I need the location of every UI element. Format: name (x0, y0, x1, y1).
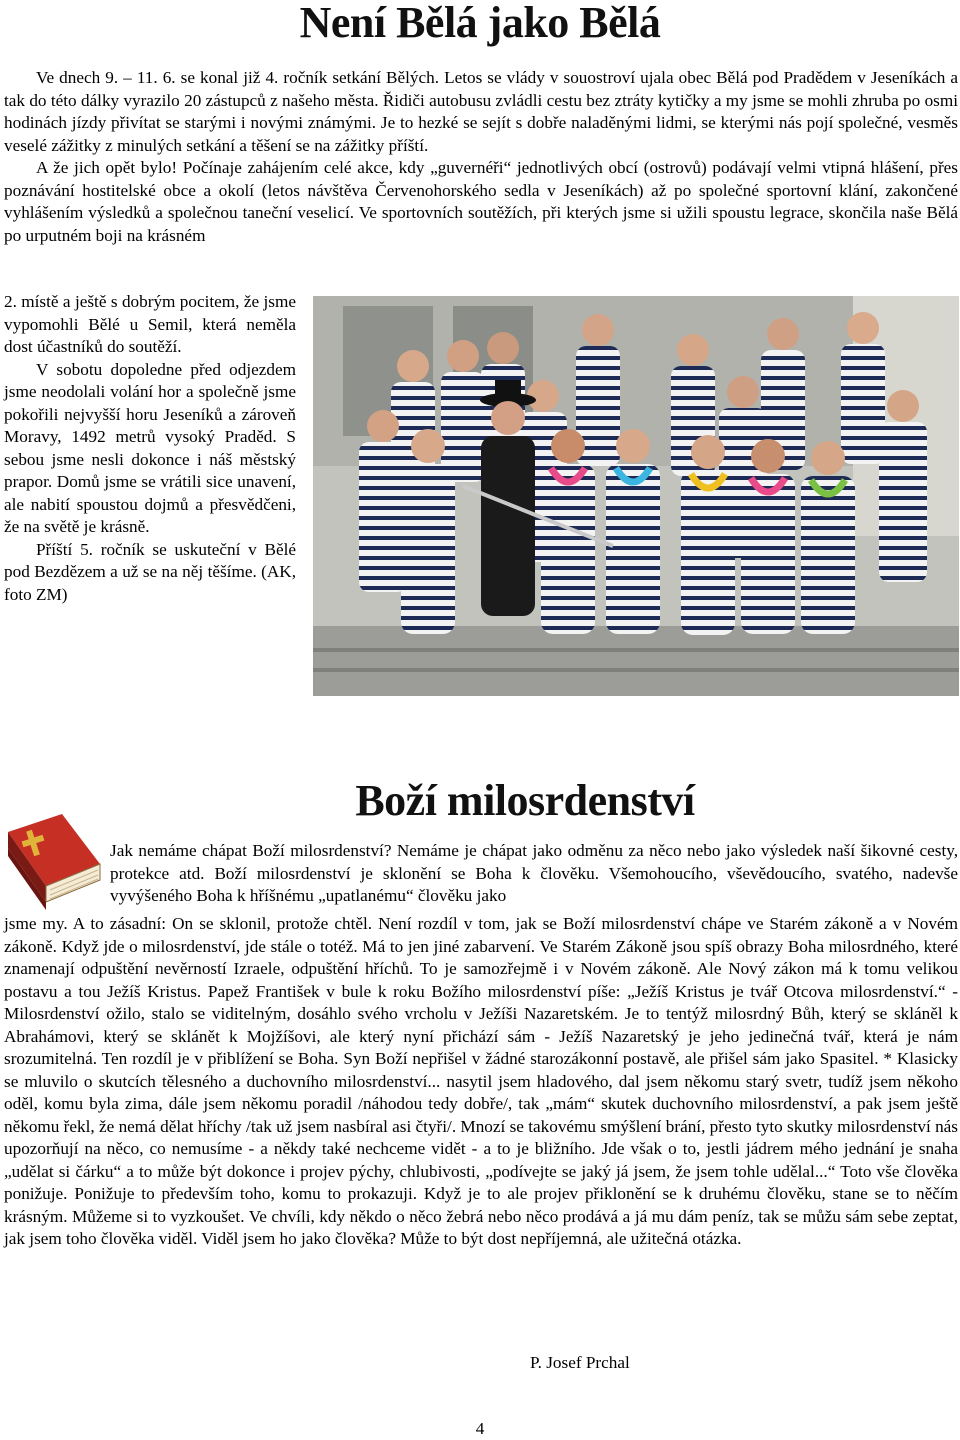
article1-intro (4, 67, 958, 247)
article1-paragraph-1: Ve dnech 9. – 11. 6. se konal již 4. ročník setkání Bělých. Letos se vlády v souostroví ujala obec Bělá pod Pradědem v Jeseníkách a tak do této dálky vyrazilo 20 zástupců z našeho města. Řidiči autobusu zvládli cestu bez ztráty kytičky a my jsme se mohli zhruba po osmi hodinách jízdy přivítat se starými i novými známými. Je to hezké se sejít s dobře naladěnými lidmi, se kterými nás pojí společné, vesměs veselé zážitky z minulých setkání a těšení se na zážitky příští. (4, 68, 958, 155)
article2-body (4, 913, 958, 1251)
article1-paragraph-2-continued: 2. místě a ještě s dobrým pocitem, že jsme vypomohli Bělé u Semil, která neměla dost účastníků do soutěží. (4, 292, 296, 356)
article2-intro (110, 840, 958, 908)
article2-intro-text: Jak nemáme chápat Boží milosrdenství? Nemáme je chápat jako odměnu za něco nebo jako výsledek naší šikovné cesty, protekce atd. Boží milosrdenství je sklonění se Boha k člověku. Všemohoucího, vševědoucího, svatého, nadevše vyvýšeného Boha k hříšnému „upatlanému“ člověku jako (110, 841, 958, 905)
article1-paragraph-2: A že jich opět bylo! Počínaje zahájením celé akce, kdy „guvernéři“ jednotlivých obcí (ostrovů) podávají velmi vtipná hlášení, přes poznávání hostitelské obce a okolí (letos návštěva Červenohorského sedla v Jeseníkách) až po společné sportovní klání, zakončené vyhlášením výsledků a společnou taneční veselicí. Ve sportovních soutěžích, při kterých jsme si užili spoustu legrace, skončila naše Bělá po urputném boji na krásném (4, 158, 958, 245)
group-photo (313, 296, 959, 696)
group-photo-illustration (313, 296, 959, 696)
bible-icon (0, 810, 106, 928)
article1-side-column (4, 291, 296, 606)
page-number: 4 (475, 1419, 485, 1438)
article2-body-text: jsme my. A to zásadní: On se sklonil, protože chtěl. Není rozdíl v tom, jak se Boží milosrdenství chápe ve Starém zákoně a v Novém zákoně. Když jde o milosrdenství, jde stále o totéž. Má to jen jiné zabarvení. Ve Starém Zákoně jsou spíš obrazy Boha milosrdného, které znamenají odpuštění nevěrností Izraele, odpuštění hříchů. To je samozřejmě i v Novém zákoně. Ale Nový zákon má k tomu velikou postavu a tou Ježíš Kristus. Papež František v bule k roku Božího milosrdenství píše: „Ježíš Kristus je tvář Otcova milosrdenství.“ - Milosrdenství ožilo, stalo se viditelným, dosáhlo svého vrcholu v Ježíši Nazaretském. Je to tentýž milosrdný Bůh, který se skláněl k Abrahámovi, který se sklánět k Mojžíšovi, ale který nyní přichází sám - Ježíš Nazaretský je jeho jedinečná tvář, která je nám srozumitelná. Ten rozdíl je v přiblížení se Boha. Syn Boží nepřišel v žádné starozákonní postavě, ale přišel sám jako Spasitel. * Klasicky se mluvilo o skutcích tělesného a duchovního milosrdenství... nasytil jsem hladového, dal jsem někomu starý svetr, tudíž jsem někoho oděl, komu byla zima, dále jsem někomu poradil /náhodou tedy dobře/, tak „mám“ skutek duchovního milosrdenství, a pak jsem ještě někomu řekl, že nemá dělat hříchy /tak už jsem nasbíral asi čtyři/. Mnozí se takovému smýšlení brání, přesto tyto skutky milosrdenství nás upozorňují na něco, co nemusíme - a někdy také nechceme vidět - a to je bližního. Jde však o to, jestli jádrem mého jednání je snaha „udělat si čárku“ a to může být dokonce i projev pýchy, chlubivosti, „podívejte se jaký já jsem, že jsem tohle udělal...“ Toto vše člověka ponižuje. Ponižuje to především toho, komu to prokazuji. Když je to ale projev přiklonění se k druhému člověku, stane se to něčím krásným. Můžeme si to vyzkoušet. Ve chvíli, kdy někdo o něco žebrá nebo něco prodává a já mu dám peníz, tak se můžu sám sebe zeptat, jak jsem toho člověka viděl. Viděl jsem ho jako člověka? Může to být dost nepříjemná, ale užitečná otázka. (4, 914, 958, 1248)
article1-paragraph-4: Příští 5. ročník se uskuteční v Bělé pod Bezdězem a už se na něj těšíme. (AK, foto ZM) (4, 539, 296, 604)
article1-paragraph-3: V sobotu dopoledne před odjezdem jsme neodolali volání hor a společně jsme pokořili nejvyšší horu Jeseníků a zároveň Moravy, 1492 metrů vysoký Praděd. S sebou jsme nesli dokonce i náš městský prapor. Domů jsme se vrátili sice unavení, ale nabití spoustou dojmů a přesvědčeni, že na světě je krásně. (4, 359, 296, 536)
article2-signature: P. Josef Prchal (530, 1353, 630, 1372)
article2-title: Boží milosrdenství (355, 776, 695, 825)
article1-title: Není Bělá jako Bělá (299, 0, 661, 47)
